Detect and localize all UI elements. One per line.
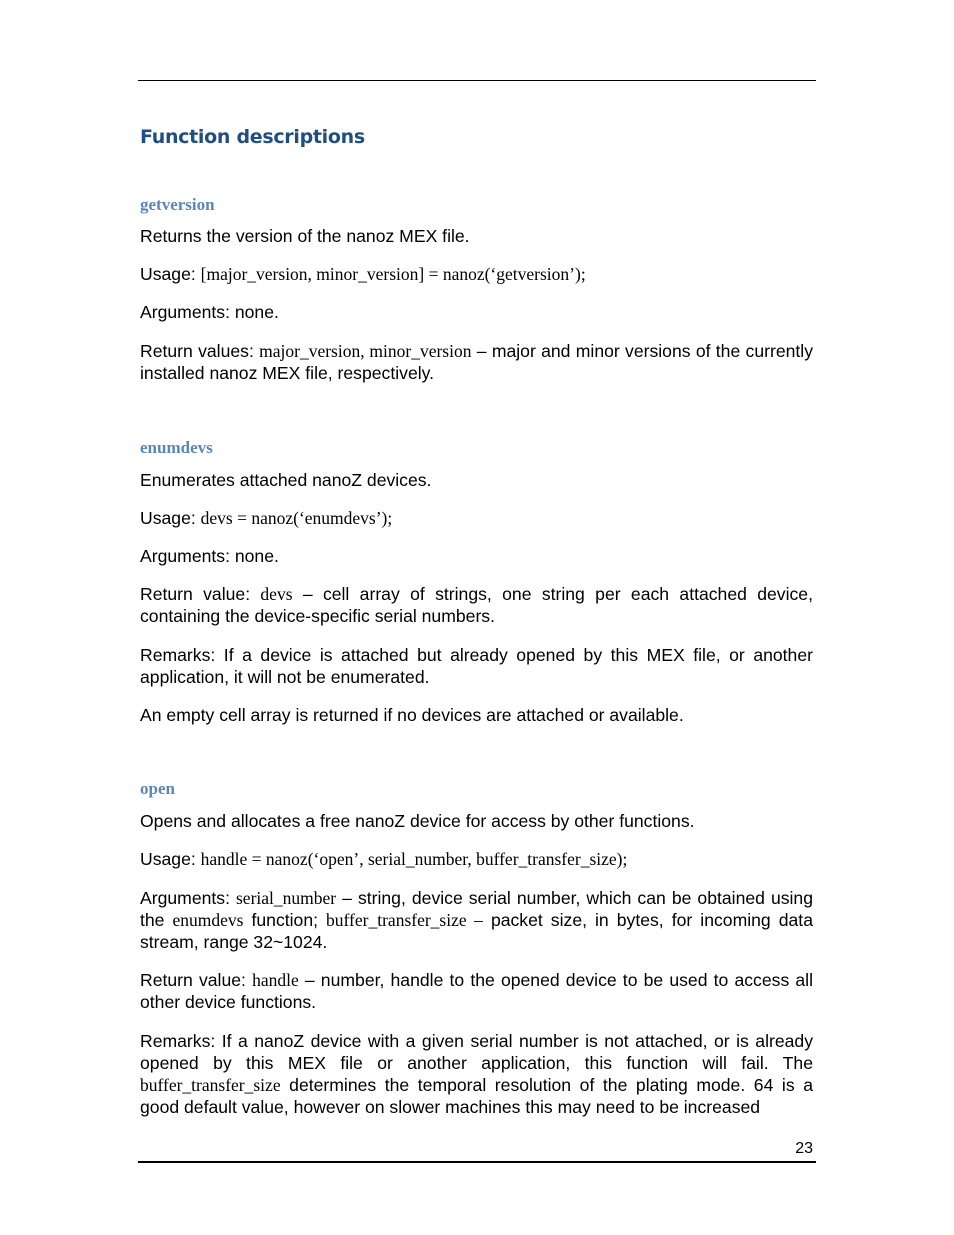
enumdevs-description: Enumerates attached nanoZ devices.: [140, 470, 432, 490]
header-rule: [138, 80, 816, 81]
open-usage: Usage: handle = nanoz(‘open’, serial_number, buffer_transfer_size);: [140, 849, 628, 869]
open-arguments: Arguments: serial_number – string, device serial number, which can be obtained using the enumdevs function; buffer_transfer_size – packet size, in bytes, for incoming data stream, range 32~1024.: [140, 888, 814, 952]
footer-rule: [138, 1161, 816, 1163]
getversion-usage-code: [major_version, minor_version] = nanoz(‘getversion’);: [200, 264, 586, 284]
page-number: 23: [795, 1140, 813, 1157]
getversion-description: Returns the version of the nanoz MEX file.: [140, 226, 470, 246]
enumdevs-arguments: Arguments: none.: [140, 546, 279, 566]
open-return: Return value: handle – number, handle to the opened device to be used to access all other device functions.: [140, 970, 813, 1012]
heading-getversion: getversion: [140, 195, 215, 214]
enumdevs-usage: Usage: devs = nanoz(‘enumdevs’);: [140, 508, 393, 528]
open-return-code: handle: [252, 970, 299, 990]
open-usage-code: handle = nanoz(‘open’, serial_number, buffer_transfer_size);: [200, 849, 628, 869]
getversion-arguments: Arguments: none.: [140, 302, 279, 322]
open-description: Opens and allocates a free nanoZ device for access by other functions.: [140, 811, 695, 831]
open-remarks: Remarks: If a nanoZ device with a given serial number is not attached, or is already opened by this MEX file or another application, this function will fail. The buffer_transfer_size determines the temporal resolution of the plating mode. 64 is a good default value, however on slower machines this may need to be increased: [140, 1031, 813, 1117]
getversion-return-code-minor: minor_version: [369, 341, 472, 361]
open-args-code-buffer: buffer_transfer_size –: [326, 910, 483, 930]
heading-open: open: [140, 779, 175, 798]
enumdevs-return: Return value: devs – cell array of strings, one string per each attached device, containing the device-specific serial numbers.: [140, 584, 813, 626]
enumdevs-remarks: Remarks: If a device is attached but already opened by this MEX file, or another application, it will not be enumerated.: [140, 645, 813, 687]
enumdevs-usage-code: devs = nanoz(‘enumdevs’);: [200, 508, 393, 528]
section-title: Function descriptions: [140, 126, 365, 148]
enumdevs-empty-note: An empty cell array is returned if no devices are attached or available.: [140, 705, 684, 725]
getversion-return: Return values: major_version, minor_version – major and minor versions of the currently installed nanoz MEX file, respectively.: [140, 341, 813, 383]
open-args-code-enumdevs: enumdevs: [172, 910, 244, 930]
enumdevs-return-code: devs: [260, 584, 293, 604]
getversion-return-code-major: major_version: [259, 341, 361, 361]
open-remarks-code: buffer_transfer_size: [140, 1075, 281, 1095]
open-args-code-serial: serial_number: [236, 888, 337, 908]
getversion-usage: Usage: [major_version, minor_version] = nanoz(‘getversion’);: [140, 264, 586, 284]
heading-enumdevs: enumdevs: [140, 438, 213, 457]
